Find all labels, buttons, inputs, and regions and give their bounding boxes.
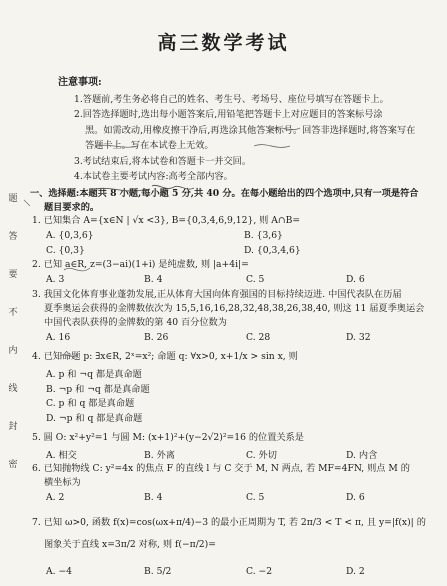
option: C. −2 bbox=[246, 566, 273, 577]
option: B. {3,6} bbox=[244, 230, 283, 241]
question-4-options bbox=[46, 368, 150, 426]
option: B. 4 bbox=[144, 274, 163, 285]
option: A. 3 bbox=[46, 274, 65, 285]
option: A. 2 bbox=[46, 492, 65, 503]
binding-char: 答 bbox=[8, 232, 18, 242]
section-heading bbox=[30, 187, 435, 215]
binding-char: 不 bbox=[8, 308, 18, 318]
option: C. {0,3} bbox=[46, 245, 85, 256]
option: D. 6 bbox=[346, 492, 365, 503]
notice-item: 4.本试卷主要考试内容:高考全部内容。 bbox=[74, 171, 233, 182]
option: B. 外离 bbox=[144, 450, 175, 461]
question-4-stem: 4. 已知命题 p: ∃x∈R, 2ˣ=x²; 命题 q: ∀x>0, x+1/x > sin x, 则 bbox=[32, 351, 298, 362]
stem-line: 6. 已知抛物线 C: y²=4x 的焦点 F 的直线 l 与 C 交于 M, N 两点, 若 MF=4FN, 则点 M 的 bbox=[32, 463, 410, 474]
option: D. 2 bbox=[346, 566, 365, 577]
option: B. 5/2 bbox=[144, 566, 172, 577]
option: B. ¬p 和 ¬q 都是真命题 bbox=[46, 383, 150, 395]
option: B. 26 bbox=[144, 332, 169, 343]
notice-item: 2.回答选择题时,选出每小题答案后,用铅笔把答题卡上对应题目的答案标号涂 bbox=[74, 109, 383, 120]
question-3-stem bbox=[32, 288, 432, 330]
option: D. 6 bbox=[346, 274, 365, 285]
option: A. 16 bbox=[46, 332, 71, 343]
question-2-stem: 2. 已知 a∈R, z=(3−ai)(1+i) 是纯虚数, 则 |a+4i|= bbox=[32, 259, 249, 270]
option: A. 相交 bbox=[46, 450, 77, 461]
binding-char: 密 bbox=[8, 460, 18, 470]
notice-item: 黑。如需改动,用橡皮擦干净后,再选涂其他答案标号。回答非选择题时,将答案写在 bbox=[85, 124, 416, 136]
option: D. {0,3,4,6} bbox=[244, 245, 301, 256]
option: D. 32 bbox=[346, 332, 371, 343]
section-line: 题目要求的。 bbox=[44, 202, 100, 213]
binding-char: 封 bbox=[8, 422, 18, 432]
binding-char: 内 bbox=[8, 346, 18, 356]
option: B. 4 bbox=[144, 492, 163, 503]
stem-line: 3. 我国文化体育事业蓬勃发展,正从体育大国向体育强国的目标持续迈进. 中国代表队在历届 bbox=[32, 289, 402, 300]
notice-heading: 注意事项: bbox=[58, 77, 102, 88]
question-6-stem bbox=[32, 462, 432, 490]
option: C. 5 bbox=[246, 274, 265, 285]
option: D. 内含 bbox=[346, 450, 378, 461]
stem-line: 横坐标为 bbox=[44, 477, 81, 488]
option: C. 28 bbox=[246, 332, 271, 343]
stem-line: 图象关于直线 x=3π/2 对称, 则 f(−π/2)= bbox=[44, 539, 216, 550]
binding-char: 题 bbox=[8, 194, 18, 204]
stem-line: 中国代表队获得的金牌数的第 40 百分位数为 bbox=[44, 317, 227, 328]
question-1-stem: 1. 已知集合 A={x∈N | √x <3}, B={0,3,4,6,9,12}, 则 A∩B= bbox=[32, 215, 301, 226]
option: A. −4 bbox=[46, 566, 73, 577]
stem-line: 夏季奥运会获得的金牌数依次为 15,5,16,16,28,32,48,38,26,38,40, 则这 11 届夏季奥运会 bbox=[44, 303, 425, 314]
binding-char: 要 bbox=[8, 270, 18, 280]
binding-char: 线 bbox=[8, 384, 18, 394]
option: D. ¬p 和 q 都是真命题 bbox=[46, 412, 143, 424]
notice-item: 3.考试结束后,将本试卷和答题卡一并交回。 bbox=[74, 155, 252, 167]
section-line: 一、选择题:本题共 8 小题,每小题 5 分,共 40 分。在每小题给出的四个选项中,只有一项是符合 bbox=[30, 188, 419, 199]
stem-line: 7. 已知 ω>0, 函数 f(x)=cos(ωx+π/4)−3 的最小正周期为 T, 若 2π/3 < T < π, 且 y=|f(x)| 的 bbox=[32, 517, 426, 528]
notice-item: 1.答题前,考生务必将自己的姓名、考生号、考场号、座位号填写在答题卡上。 bbox=[74, 93, 389, 105]
option: A. p 和 ¬q 都是真命题 bbox=[46, 369, 142, 380]
exam-title: 高三数学考试 bbox=[157, 32, 290, 54]
binding-margin bbox=[6, 180, 20, 484]
option: C. p 和 q 都是真命题 bbox=[46, 398, 135, 409]
notice-block bbox=[58, 75, 418, 185]
option: C. 外切 bbox=[246, 450, 277, 461]
question-5-stem: 5. 圆 O: x²+y²=1 与圆 M: (x+1)²+(y−2√2)²=16 的位置关系是 bbox=[32, 432, 304, 443]
notice-item: 答题卡上。写在本试卷上无效。 bbox=[85, 140, 214, 151]
option: C. 5 bbox=[246, 492, 265, 503]
option: A. {0,3,6} bbox=[46, 230, 94, 241]
question-7-stem bbox=[32, 512, 432, 556]
